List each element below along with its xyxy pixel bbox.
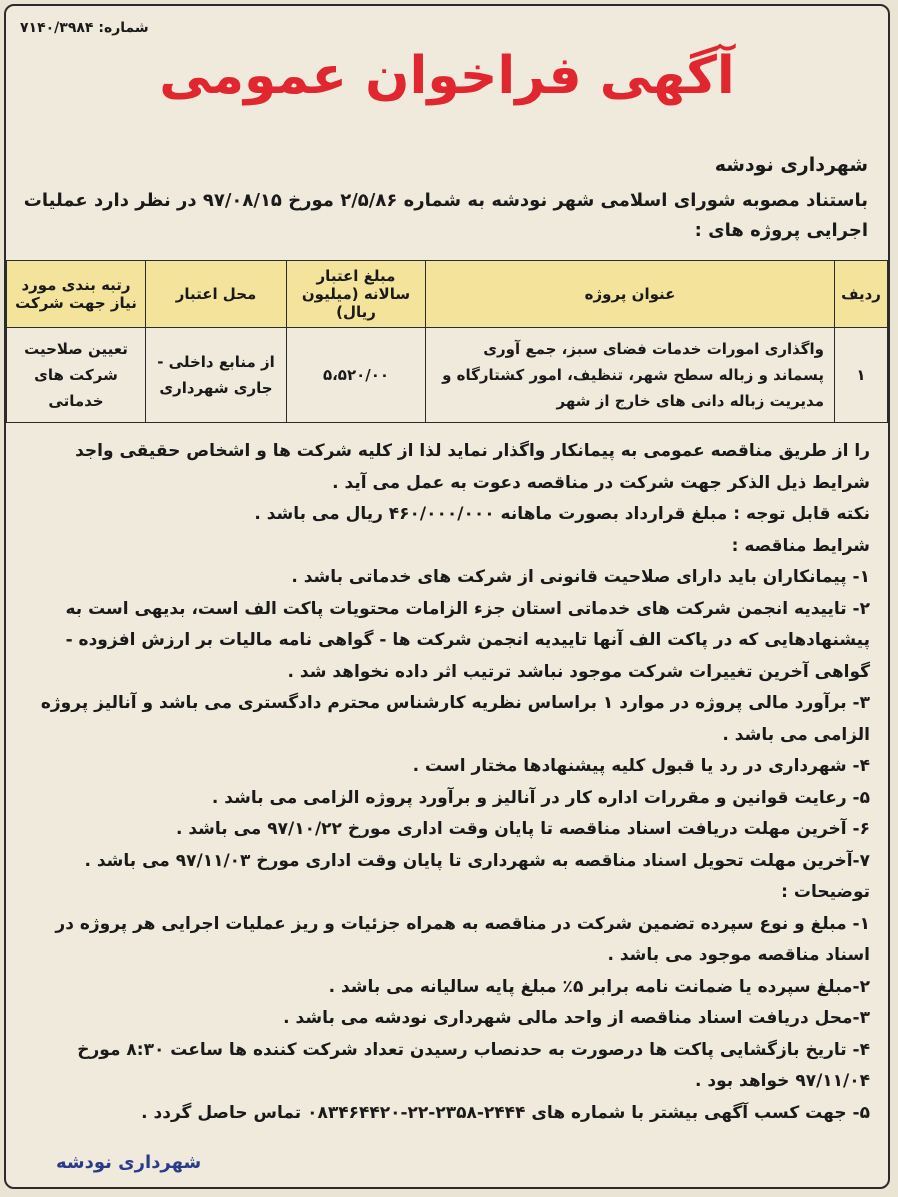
col-header-source: محل اعتبار — [146, 261, 287, 328]
body-line: ۲-مبلغ سپرده یا ضمانت نامه برابر ۵٪ مبلغ پایه سالیانه می باشد . — [328, 976, 870, 997]
body-line: شرایط مناقصه : — [731, 535, 870, 556]
col-header-rank: رتبه بندی مورد نیاز جهت شرکت — [7, 261, 146, 328]
notice-number: شماره: ۷۱۴۰/۳۹۸۴ — [20, 20, 149, 36]
notice-body — [24, 436, 870, 1129]
body-line: ۲- تاییدیه انجمن شرکت های خدماتی استان جزء الزامات محتویات پاکت الف است، بدیهی است به پیشنهادهایی که در پاکت الف آنها تاییدیه انجمن شرکت ها - گواهی نامه مالیات بر ارزش افزوده - گواهی آخرین تغییرات شرکت موجود نباشد ترتیب اثر داده نخواهد شد . — [65, 598, 870, 682]
col-header-amount: مبلغ اعتبار سالانه (میلیون ریال) — [287, 261, 426, 328]
col-header-index: ردیف — [835, 261, 888, 328]
body-line: ۷-آخرین مهلت تحویل اسناد مناقصه به شهرداری تا پایان وقت اداری مورخ ۹۷/۱۱/۰۳ می باشد . — [84, 850, 870, 871]
body-line: توضیحات : — [781, 882, 870, 902]
cell-source: از منابع داخلی - جاری شهرداری — [146, 328, 287, 423]
body-line: ۴- شهرداری در رد یا قبول کلیه پیشنهادها مختار است . — [412, 756, 870, 776]
body-line: ۱- مبلغ و نوع سپرده تضمین شرکت در مناقصه به همراه جزئیات و ریز عملیات اجرایی هر پروژه در اسناد مناقصه موجود می باشد . — [55, 913, 870, 965]
projects-table — [6, 260, 888, 423]
cell-amount: ۵،۵۲۰/۰۰ — [287, 328, 426, 423]
table-header-row — [7, 261, 888, 328]
organization-name: شهرداری نودشه — [714, 154, 868, 176]
cell-rank: تعیین صلاحیت شرکت های خدماتی — [7, 328, 146, 423]
body-line: نکته قابل توجه : مبلغ قرارداد بصورت ماهانه ۴۶۰/۰۰۰/۰۰۰ ریال می باشد . — [254, 504, 870, 524]
footer-signature: شهرداری نودشه — [56, 1152, 202, 1173]
table-row — [7, 328, 888, 423]
notice-title: آگهی فراخوان عمومی — [159, 46, 735, 106]
cell-title: واگذاری امورات خدمات فضای سبز، جمع آوری پسماند و زباله سطح شهر، تنظیف، امور کشتارگاه و مدیریت زباله دانی های خارج از شهر — [426, 328, 835, 423]
intro-paragraph: باستناد مصوبه شورای اسلامی شهر نودشه به شماره ۲/۵/۸۶ مورخ ۹۷/۰۸/۱۵ در نظر دارد عملیات اجرایی پروژه های : — [23, 190, 868, 241]
body-line: ۵- رعایت قوانین و مقررات اداره کار در آنالیز و برآورد پروژه الزامی می باشد . — [211, 787, 870, 808]
body-line: را از طریق مناقصه عمومی به پیمانکار واگذار نماید لذا از کلیه شرکت ها و اشخاص حقیقی واجد شرایط ذیل الذکر جهت شرکت در مناقصه دعوت به عمل می آید . — [75, 441, 870, 493]
cell-index: ۱ — [835, 328, 888, 423]
body-line: ۵- جهت کسب آگهی بیشتر با شماره های ۲۴۴۴-۲۳۵۸-۲۲-۰۸۳۴۶۴۴۲۰ تماس حاصل گردد . — [141, 1102, 870, 1123]
body-line: ۳-محل دریافت اسناد مناقصه از واحد مالی شهرداری نودشه می باشد . — [283, 1008, 870, 1028]
body-line: ۱- پیمانکاران باید دارای صلاحیت قانونی از شرکت های خدماتی باشد . — [291, 567, 870, 587]
col-header-title: عنوان پروژه — [426, 261, 835, 328]
body-line: ۴- تاریخ بازگشایی پاکت ها درصورت به حدنصاب رسیدن تعداد شرکت کننده ها ساعت ۸:۳۰ مورخ ۹۷/۱۱/۰۴ خواهد بود . — [77, 1039, 870, 1091]
body-line: ۶- آخرین مهلت دریافت اسناد مناقصه تا پایان وقت اداری مورخ ۹۷/۱۰/۲۲ می باشد . — [175, 819, 870, 839]
body-line: ۳- برآورد مالی پروژه در موارد ۱ براساس نظریه کارشناس محترم دادگستری می باشد و آنالیز پروژه الزامی می باشد . — [40, 693, 870, 745]
notice-page — [4, 4, 890, 1189]
